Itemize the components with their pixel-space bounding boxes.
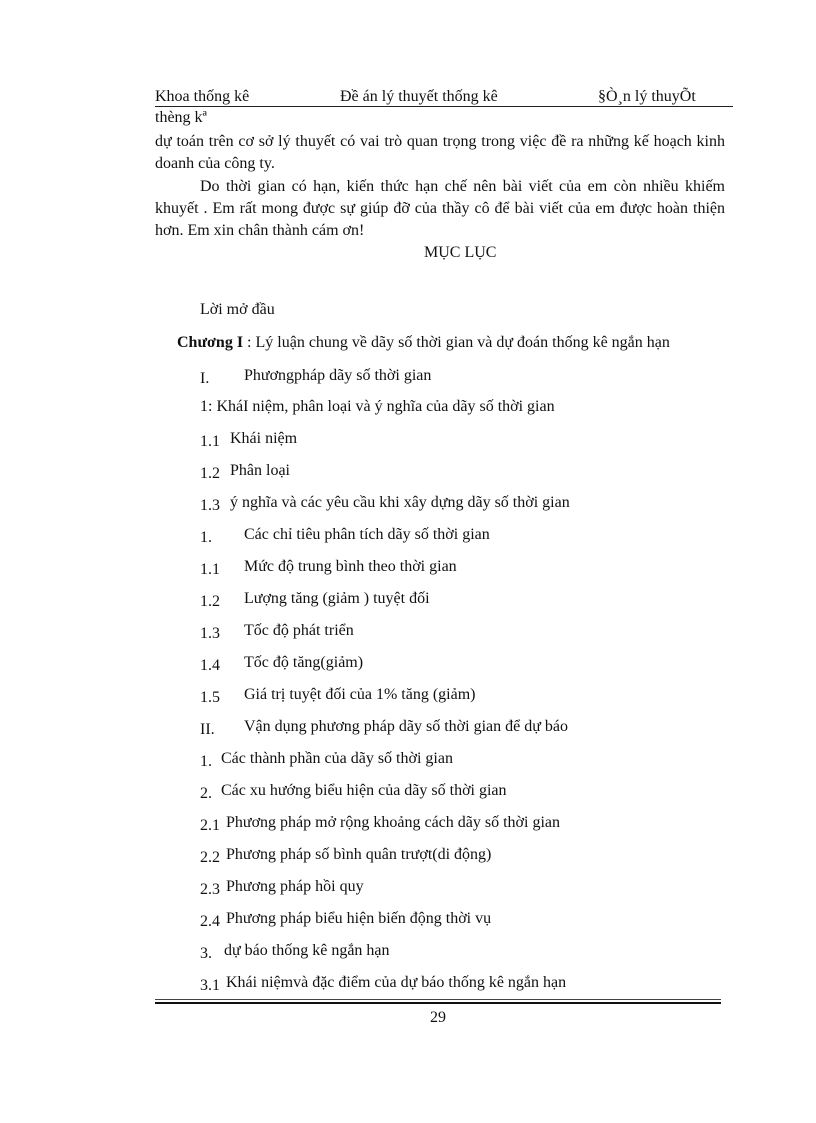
toc-item-text: Các thành phần của dãy số thời gian xyxy=(221,750,453,767)
toc-item-text: dự báo thống kê ngắn hạn xyxy=(224,942,390,959)
toc-item-number: 2.3 xyxy=(200,881,220,898)
toc-item-number: 2.2 xyxy=(200,849,220,866)
toc-item-text: Phương pháp số bình quân trượt(di động) xyxy=(226,846,492,863)
toc-item-text: Lượng tăng (giảm ) tuyệt đối xyxy=(244,590,430,607)
toc-item-text: ý nghĩa và các yêu cầu khi xây dựng dãy số thời gian xyxy=(230,494,570,511)
toc-item-text: 1: KháI niệm, phân loại và ý nghĩa của dãy số thời gian xyxy=(200,398,555,415)
toc-item-number: I. xyxy=(200,370,210,387)
toc-item-number: 3.1 xyxy=(200,977,220,994)
chapter-label: Chương I xyxy=(177,334,244,351)
toc-item-text: Khái niệmvà đặc điểm của dự báo thống kê ngắn hạn xyxy=(226,974,567,991)
toc-item-text: Mức độ trung bình theo thời gian xyxy=(244,558,457,575)
toc-item-number: 1.5 xyxy=(200,689,220,706)
toc-item-text: Phân loại xyxy=(230,462,290,479)
header-divider xyxy=(155,106,733,107)
toc-item-text: Tốc độ tăng(giảm) xyxy=(244,654,364,671)
intro-paragraph-2: Do thời gian có hạn, kiến thức hạn chế nên bài viết của em còn nhiều khiếm khuyết . Em rất mong được sự giúp đỡ của thầy cô để bài viết của em được hoàn thiện hơn. Em xin chân thành cám ơn! xyxy=(155,178,725,239)
toc-item-text: Tốc độ phát triển xyxy=(244,622,354,639)
toc-item-text: Các xu hướng biểu hiện của dãy số thời gian xyxy=(221,782,507,799)
toc-item-text: Phương pháp hồi quy xyxy=(226,878,364,895)
toc-chapter-heading xyxy=(177,334,670,352)
footer-divider-thin xyxy=(155,999,721,1000)
toc-item-number: 1.2 xyxy=(200,465,220,482)
toc-item-text: Giá trị tuyệt đối của 1% tăng (giảm) xyxy=(244,686,476,703)
header-right: §Ò¸n lý thuyÕt xyxy=(598,88,696,105)
toc-item-number: 1.1 xyxy=(200,433,220,450)
toc-item-text: Phương pháp biểu hiện biến động thời vụ xyxy=(226,910,492,927)
header-left: Khoa thống kê xyxy=(155,88,250,105)
toc-item-number: 1.3 xyxy=(200,625,220,642)
toc-item-text: Phương pháp mở rộng khoảng cách dãy số thời gian xyxy=(226,814,560,831)
toc-item-number: II. xyxy=(200,721,215,738)
toc-item-number: 1.3 xyxy=(200,497,220,514)
toc-title: MỤC LỤC xyxy=(424,244,497,261)
toc-item-number: 3. xyxy=(200,945,212,962)
header-continuation: thèng kª xyxy=(155,109,207,126)
header-center: Đề án lý thuyết thống kê xyxy=(340,88,498,105)
page-number: 29 xyxy=(430,1009,446,1026)
footer-divider-thick xyxy=(155,1002,721,1004)
toc-item-number: 2.4 xyxy=(200,913,220,930)
toc-item-text: Phươngpháp dãy số thời gian xyxy=(244,367,432,384)
toc-item-number: 1. xyxy=(200,529,212,546)
toc-opening: Lời mở đầu xyxy=(200,301,275,318)
toc-item-number: 2.1 xyxy=(200,817,220,834)
toc-item-number: 2. xyxy=(200,785,212,802)
toc-item-number: 1.1 xyxy=(200,561,220,578)
toc-item-number: 1.4 xyxy=(200,657,220,674)
toc-item-number: 1.2 xyxy=(200,593,220,610)
intro-paragraph-1: dự toán trên cơ sở lý thuyết có vai trò quan trọng trong việc đề ra những kế hoạch kinh doanh của công ty. xyxy=(155,133,725,172)
chapter-text: : Lý luận chung về dãy số thời gian và dự đoán thống kê ngắn hạn xyxy=(243,334,670,351)
toc-item-text: Khái niệm xyxy=(230,430,298,447)
toc-item-number: 1. xyxy=(200,753,212,770)
toc-item-text: Vận dụng phương pháp dãy số thời gian để dự báo xyxy=(244,718,568,735)
toc-item-text: Các chỉ tiêu phân tích dãy số thời gian xyxy=(244,526,490,543)
